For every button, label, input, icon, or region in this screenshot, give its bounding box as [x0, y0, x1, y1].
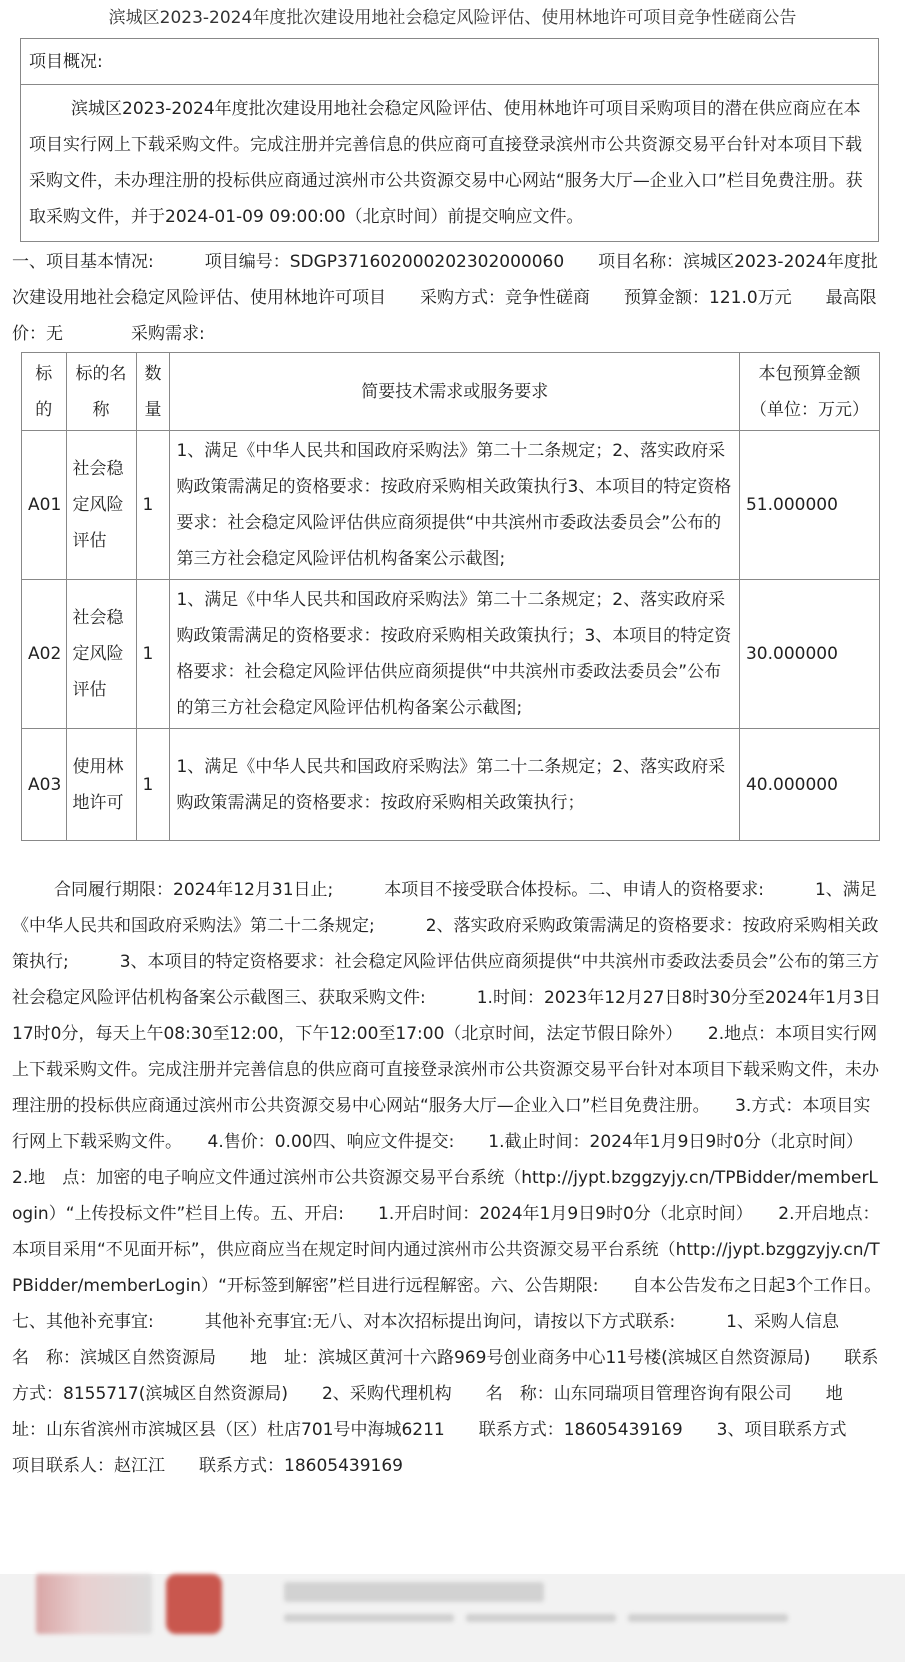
- cell-budget: 40.000000: [739, 729, 879, 841]
- footer-logo-blurred: [36, 1574, 152, 1634]
- basic-info: 一、项目基本情况: 项目编号：SDGP371602000202302000060 项目名称：滨城区2023-2024年度批次建设用地社会稳定风险评估、使用林地许可项目 采购方式：竞争性磋商 预算金额：121.0万元 最高限价：无 采购需求:: [12, 252, 878, 344]
- table-row: [22, 729, 880, 841]
- header-lot: 标的: [22, 353, 67, 431]
- cell-name: 使用林地许可: [66, 729, 136, 841]
- footer-emblem-blurred: [166, 1574, 222, 1634]
- header-qty: 数量: [136, 353, 170, 431]
- cell-requirement: 1、满足《中华人民共和国政府采购法》第二十二条规定；2、落实政府采购政策需满足的资格要求：按政府采购相关政策执行；3、本项目的特定资格要求：社会稳定风险评估供应商须提供“中共滨州市委政法委员会”公布的第三方社会稳定风险评估机构备案公示截图;: [170, 580, 740, 729]
- overview-body: 滨城区2023-2024年度批次建设用地社会稳定风险评估、使用林地许可项目采购项目的潜在供应商应在本项目实行网上下载采购文件。完成注册并完善信息的供应商可直接登录滨州市公共资源交易平台针对本项目下载采购文件，未办理注册的投标供应商通过滨州市公共资源交易中心网站“服务大厅—企业入口”栏目免费注册。获取采购文件，并于2024-01-09 09:00:00（北京时间）前提交响应文件。: [29, 99, 863, 227]
- page-title: 滨城区2023-2024年度批次建设用地社会稳定风险评估、使用林地许可项目竞争性磋商公告: [108, 8, 797, 28]
- cell-lot: A03: [22, 729, 67, 841]
- cell-qty: 1: [136, 580, 170, 729]
- cell-budget: 51.000000: [739, 431, 879, 580]
- header-requirement: 简要技术需求或服务要求: [170, 353, 740, 431]
- cell-budget: 30.000000: [739, 580, 879, 729]
- cell-qty: 1: [136, 431, 170, 580]
- cell-name: 社会稳定风险评估: [66, 431, 136, 580]
- footer-bar: [0, 1574, 905, 1662]
- requirements-table: [21, 352, 880, 841]
- table-row: [22, 431, 880, 580]
- table-header-row: [22, 353, 880, 431]
- cell-requirement: 1、满足《中华人民共和国政府采购法》第二十二条规定；2、落实政府采购政策需满足的资格要求：按政府采购相关政策执行；: [170, 729, 740, 841]
- footer-link-blurred[interactable]: [628, 1614, 788, 1622]
- overview-box: [20, 38, 879, 242]
- overview-heading: 项目概况:: [21, 39, 878, 85]
- cell-lot: A02: [22, 580, 67, 729]
- table-row: [22, 580, 880, 729]
- announcement-details: [12, 872, 887, 1484]
- header-name: 标的名称: [66, 353, 136, 431]
- cell-name: 社会稳定风险评估: [66, 580, 136, 729]
- footer-link-blurred[interactable]: [284, 1614, 454, 1622]
- footer-link-blurred[interactable]: [466, 1614, 616, 1622]
- header-budget: 本包预算金额（单位：万元）: [739, 353, 879, 431]
- cell-lot: A01: [22, 431, 67, 580]
- footer-link-blurred[interactable]: [284, 1582, 544, 1602]
- cell-qty: 1: [136, 729, 170, 841]
- details-text: 合同履行期限：2024年12月31日止; 本项目不接受联合体投标。二、申请人的资格要求: 1、满足《中华人民共和国政府采购法》第二十二条规定; 2、落实政府采购政策需满足的资格要求：按政府采购相关政策执行; 3、本项目的特定资格要求：社会稳定风险评估供应商须提供“中共滨州市委政法委员会”公布的第三方社会稳定风险评估机构备案公示截图三、获取采购文件: 1.时间：2023年12月27日8时30分至2024年1月3日17时0分，每天上午08:30至12:00，下午12:00至17:00（北京时间，法定节假日除外） 2.地点：本项目实行网上下载采购文件。完成注册并完善信息的供应商可直接登录滨州市公共资源交易平台针对本项目下载采购文件，未办理注册的投标供应商通过滨州市公共资源交易中心网站“服务大厅—企业入口”栏目免费注册。 3.方式：本项目实行网上下载采购文件。 4.售价：0.00四、响应文件提交: 1.截止时间：2024年1月9日9时0分（北京时间） 2.地 点：加密的电子响应文件通过滨州市公共资源交易平台系统（http://jypt.bzggzyjy.cn/TPBidder/memberLogin）“上传投标文件”栏目上传。五、开启: 1.开启时间：2024年1月9日9时0分（北京时间） 2.开启地点：本项目采用“不见面开标”，供应商应当在规定时间内通过滨州市公共资源交易平台系统（http://jypt.bzggzyjy.cn/TPBidder/memberLogin）“开标签到解密”栏目进行远程解密。六、公告期限: 自本公告发布之日起3个工作日。七、其他补充事宜: 其他补充事宜:无八、对本次招标提出询问，请按以下方式联系: 1、采购人信息 名 称：滨城区自然资源局 地 址：滨城区黄河十六路969号创业商务中心11号楼(滨城区自然资源局) 联系方式：8155717(滨城区自然资源局) 2、采购代理机构 名 称：山东同瑞项目管理咨询有限公司 地 址：山东省滨州市滨城区县（区）杜店701号中海城6211 联系方式：18605439169 3、项目联系方式 项目联系人：赵江江 联系方式：18605439169: [12, 880, 889, 1476]
- cell-requirement: 1、满足《中华人民共和国政府采购法》第二十二条规定；2、落实政府采购政策需满足的资格要求：按政府采购相关政策执行3、本项目的特定资格要求：社会稳定风险评估供应商须提供“中共滨州市委政法委员会”公布的第三方社会稳定风险评估机构备案公示截图;: [170, 431, 740, 580]
